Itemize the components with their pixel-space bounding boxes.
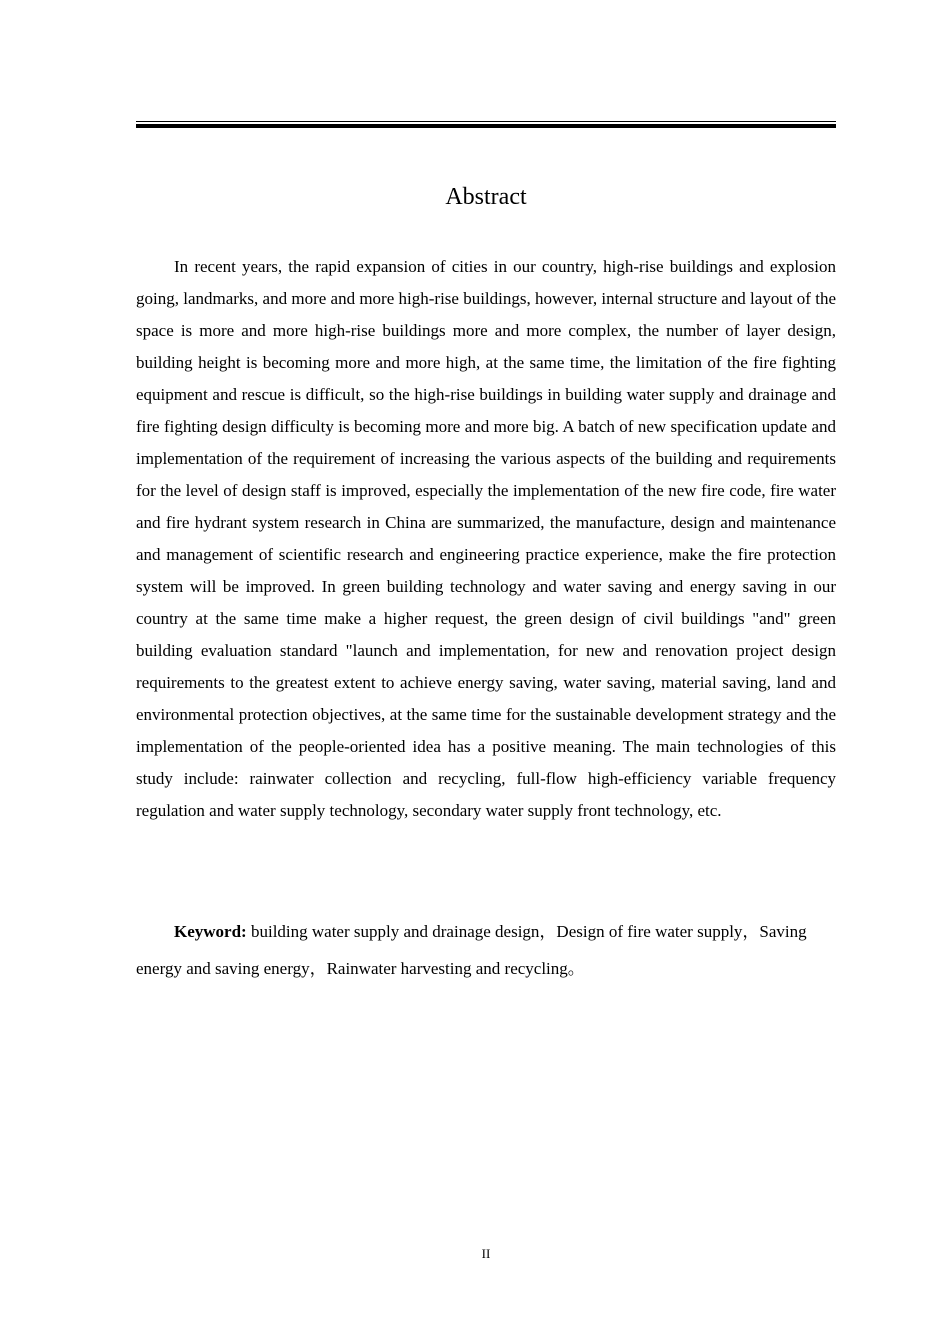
- header-rule-thin-line: [136, 121, 836, 122]
- page-title: Abstract: [445, 184, 527, 210]
- header-double-rule: [136, 121, 836, 129]
- header-rule-thick-line: [136, 124, 836, 128]
- abstract-paragraph: In recent years, the rapid expansion of cities in our country, high-rise buildings and explosion going, landmarks, and more and more high-rise buildings, however, internal structure and layout of the space is more and more high-rise buildings more and more complex, the number of layer design, building height is becoming more and more high, at the same time, the limitation of the fire fighting equipment and rescue is difficult, so the high-rise buildings in building water supply and drainage and fire fighting design difficulty is becoming more and more big. A batch of new specification update and implementation of the requirement of increasing the various aspects of the building and requirements for the level of design staff is improved, especially the implementation of the new fire code, fire water and fire hydrant system research in China are summarized, the manufacture, design and maintenance and management of scientific research and engineering practice experience, make the fire protection system will be improved. In green building technology and water saving and energy saving in our country at the same time make a higher request, the green design of civil buildings "and" green building evaluation standard "launch and implementation, for new and renovation project design requirements to the greatest extent to achieve energy saving, water saving, material saving, land and environmental protection objectives, at the same time for the sustainable development strategy and the implementation of the people-oriented idea has a positive meaning. The main technologies of this study include: rainwater collection and recycling, full-flow high-efficiency variable frequency regulation and water supply technology, secondary water supply front technology, etc.: [136, 257, 836, 820]
- page-number: II: [481, 1246, 491, 1261]
- keywords-text: building water supply and drainage design，Design of fire water supply，Saving energy and saving energy，Rainwater harvesting and recycling。: [136, 922, 807, 978]
- keywords-line: [136, 913, 836, 987]
- keywords-label: Keyword:: [174, 922, 247, 941]
